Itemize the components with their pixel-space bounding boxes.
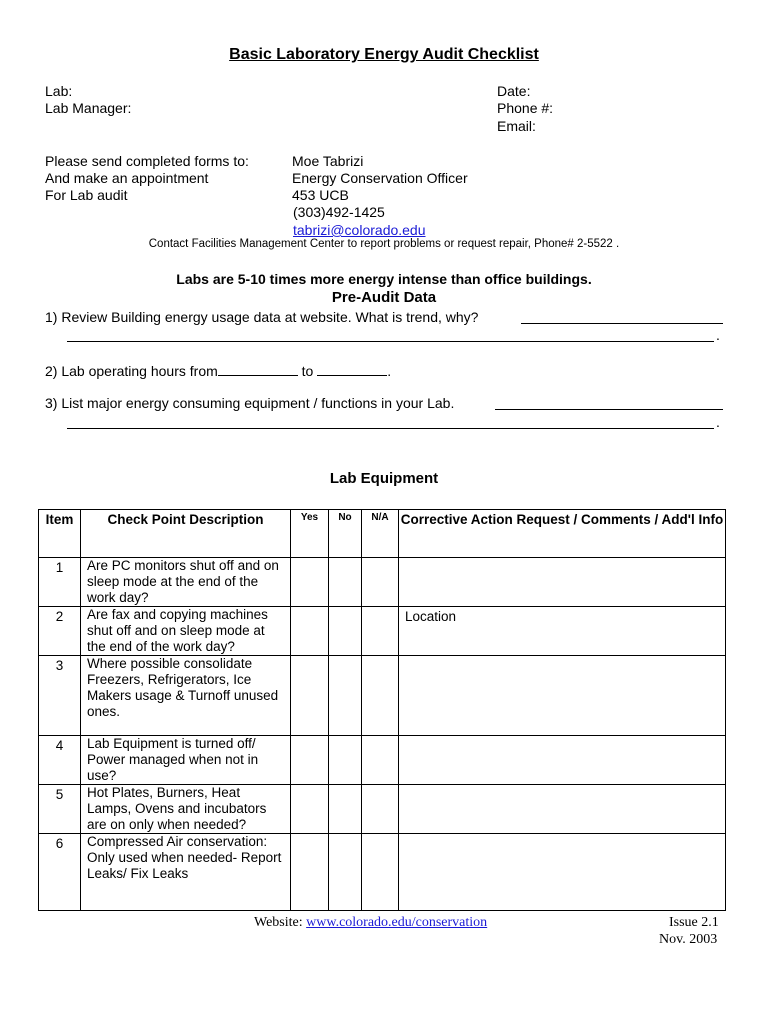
facilities-note: Contact Facilities Management Center to report problems or request repair, Phone# 2-5522 . — [148, 238, 620, 250]
answer-line[interactable] — [495, 409, 723, 410]
contact-name: Moe Tabrizi — [292, 153, 364, 169]
table-row — [39, 607, 726, 656]
col-no-header: No — [329, 510, 362, 558]
lab-equipment-table — [38, 509, 726, 911]
check-point-description: Hot Plates, Burners, Heat Lamps, Ovens and incubators are on only when needed? — [81, 785, 291, 834]
item-number: 2 — [39, 607, 81, 656]
yes-cell[interactable] — [291, 558, 329, 607]
table-row — [39, 736, 726, 785]
question-1: 1) Review Building energy usage data at website. What is trend, why? — [45, 309, 479, 325]
period: . — [716, 414, 720, 430]
answer-line[interactable] — [67, 341, 714, 342]
item-number: 5 — [39, 785, 81, 834]
hours-to-blank[interactable] — [317, 361, 387, 376]
footer-website — [254, 915, 487, 931]
send-to-line: For Lab audit — [45, 187, 128, 203]
col-comments-header: Corrective Action Request / Comments / Add'l Info — [399, 510, 726, 558]
na-cell[interactable] — [362, 834, 399, 911]
table-row — [39, 785, 726, 834]
col-description-header: Check Point Description — [81, 510, 291, 558]
table-header-row — [39, 510, 726, 558]
check-point-description: Compressed Air conservation: Only used when needed- Report Leaks/ Fix Leaks — [81, 834, 291, 911]
tagline: Labs are 5-10 times more energy intense than office buildings. — [176, 271, 592, 287]
phone-label: Phone #: — [497, 100, 554, 116]
col-na-header: N/A — [362, 510, 399, 558]
check-point-description: Are PC monitors shut off and on sleep mode at the end of the work day? — [81, 558, 291, 607]
yes-cell[interactable] — [291, 834, 329, 911]
contact-address: 453 UCB — [292, 187, 349, 203]
period: . — [716, 327, 720, 343]
send-to-line: Please send completed forms to: — [45, 153, 249, 169]
no-cell[interactable] — [329, 785, 362, 834]
table-row — [39, 656, 726, 736]
item-number: 1 — [39, 558, 81, 607]
yes-cell[interactable] — [291, 736, 329, 785]
lab-manager-label: Lab Manager: — [45, 100, 132, 116]
item-number: 4 — [39, 736, 81, 785]
no-cell[interactable] — [329, 834, 362, 911]
date-label: Date: — [497, 83, 531, 99]
no-cell[interactable] — [329, 656, 362, 736]
col-item-header: Item — [39, 510, 81, 558]
item-number: 6 — [39, 834, 81, 911]
email-label: Email: — [497, 118, 536, 134]
comments-cell[interactable] — [399, 558, 726, 607]
website-label: Website: — [254, 915, 307, 930]
comments-cell[interactable] — [399, 736, 726, 785]
pre-audit-heading: Pre-Audit Data — [331, 289, 437, 306]
item-number: 3 — [39, 656, 81, 736]
no-cell[interactable] — [329, 607, 362, 656]
answer-line[interactable] — [521, 323, 723, 324]
no-cell[interactable] — [329, 558, 362, 607]
table-row — [39, 558, 726, 607]
col-yes-header: Yes — [291, 510, 329, 558]
na-cell[interactable] — [362, 607, 399, 656]
lab-label: Lab: — [45, 83, 73, 99]
question-2-prefix: 2) Lab operating hours from — [45, 363, 218, 379]
check-point-description: Are fax and copying machines shut off and on sleep mode at the end of the work day? — [81, 607, 291, 656]
hours-from-blank[interactable] — [218, 361, 298, 376]
table-row — [39, 834, 726, 911]
issue-number: Issue 2.1 — [669, 915, 719, 930]
comments-cell[interactable] — [399, 834, 726, 911]
na-cell[interactable] — [362, 558, 399, 607]
contact-email-link[interactable]: tabrizi@colorado.edu — [293, 222, 426, 238]
question-2-to: to — [297, 363, 318, 379]
na-cell[interactable] — [362, 736, 399, 785]
question-3: 3) List major energy consuming equipment / functions in your Lab. — [45, 395, 455, 411]
yes-cell[interactable] — [291, 656, 329, 736]
question-2-end: . — [387, 363, 392, 379]
comments-cell[interactable] — [399, 785, 726, 834]
na-cell[interactable] — [362, 785, 399, 834]
no-cell[interactable] — [329, 736, 362, 785]
document-title: Basic Laboratory Energy Audit Checklist — [229, 46, 539, 63]
comments-cell[interactable] — [399, 656, 726, 736]
yes-cell[interactable] — [291, 785, 329, 834]
contact-phone: (303)492-1425 — [293, 204, 385, 220]
yes-cell[interactable] — [291, 607, 329, 656]
answer-line[interactable] — [67, 428, 714, 429]
send-to-line: And make an appointment — [45, 170, 209, 186]
contact-title: Energy Conservation Officer — [292, 170, 468, 186]
lab-equipment-heading: Lab Equipment — [329, 470, 439, 487]
issue-date: Nov. 2003 — [659, 932, 718, 947]
check-point-description: Where possible consolidate Freezers, Refrigerators, Ice Makers usage & Turnoff unused ones. — [81, 656, 291, 736]
question-2 — [45, 361, 391, 380]
check-point-description: Lab Equipment is turned off/ Power managed when not in use? — [81, 736, 291, 785]
website-link[interactable]: www.colorado.edu/conservation — [306, 915, 488, 930]
na-cell[interactable] — [362, 656, 399, 736]
comments-cell[interactable]: Location — [399, 607, 726, 656]
